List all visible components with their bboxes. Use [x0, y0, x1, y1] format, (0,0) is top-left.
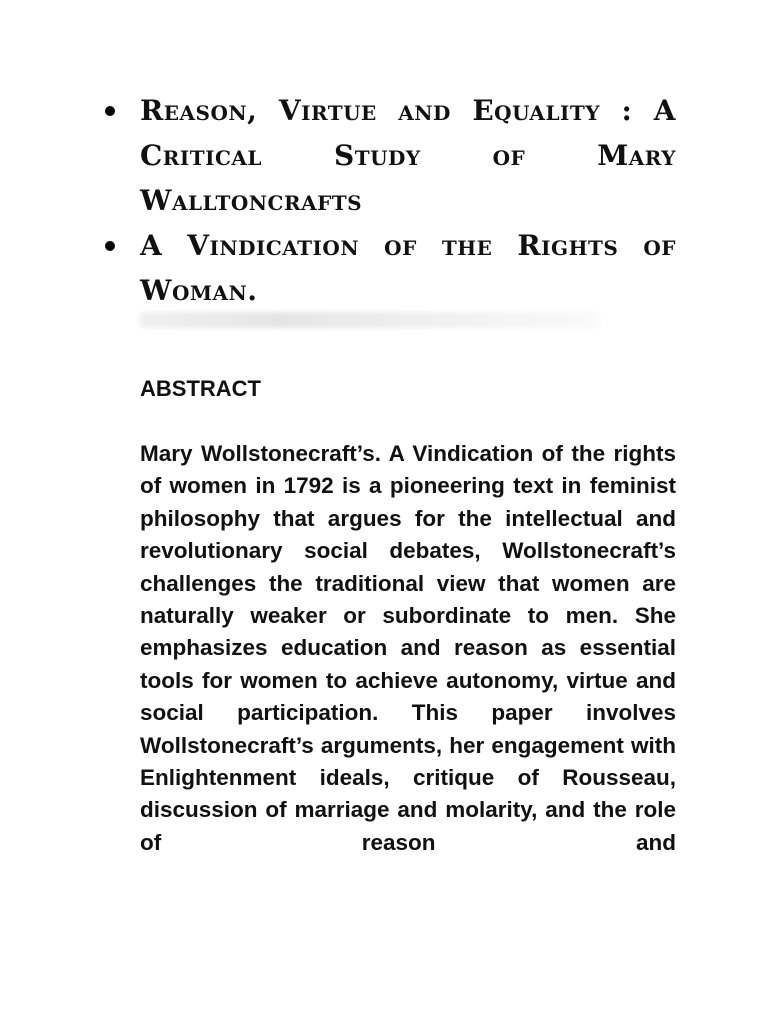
bullet-icon	[105, 241, 115, 251]
abstract-body: Mary Wollstonecraft’s. A Vindication of the rights of women in 1792 is a pioneering text in feminist philosophy that argues for the intellectual and revolutionary social debates, Wollstonecraft’s challenges the traditional view that women are naturally weaker or subordinate to men. She emphasizes education and reason as essential tools for women to achieve autonomy, virtue and social participation. This paper involves Wollstonecraft’s arguments, her engagement with Enlightenment ideals, critique of Rousseau, discussion of marriage and molarity, and the role of reason and	[140, 441, 676, 855]
bullet-icon	[105, 106, 115, 116]
title-item	[102, 223, 676, 313]
title-list	[102, 88, 676, 313]
title-item	[102, 88, 676, 223]
faded-text-line	[140, 312, 600, 328]
title-text: Reason, Virtue and Equality : A Critical Study of Mary Walltoncrafts	[140, 94, 676, 217]
abstract-heading: ABSTRACT	[140, 376, 261, 401]
title-text: A Vindication of the Rights of Woman.	[140, 229, 676, 307]
